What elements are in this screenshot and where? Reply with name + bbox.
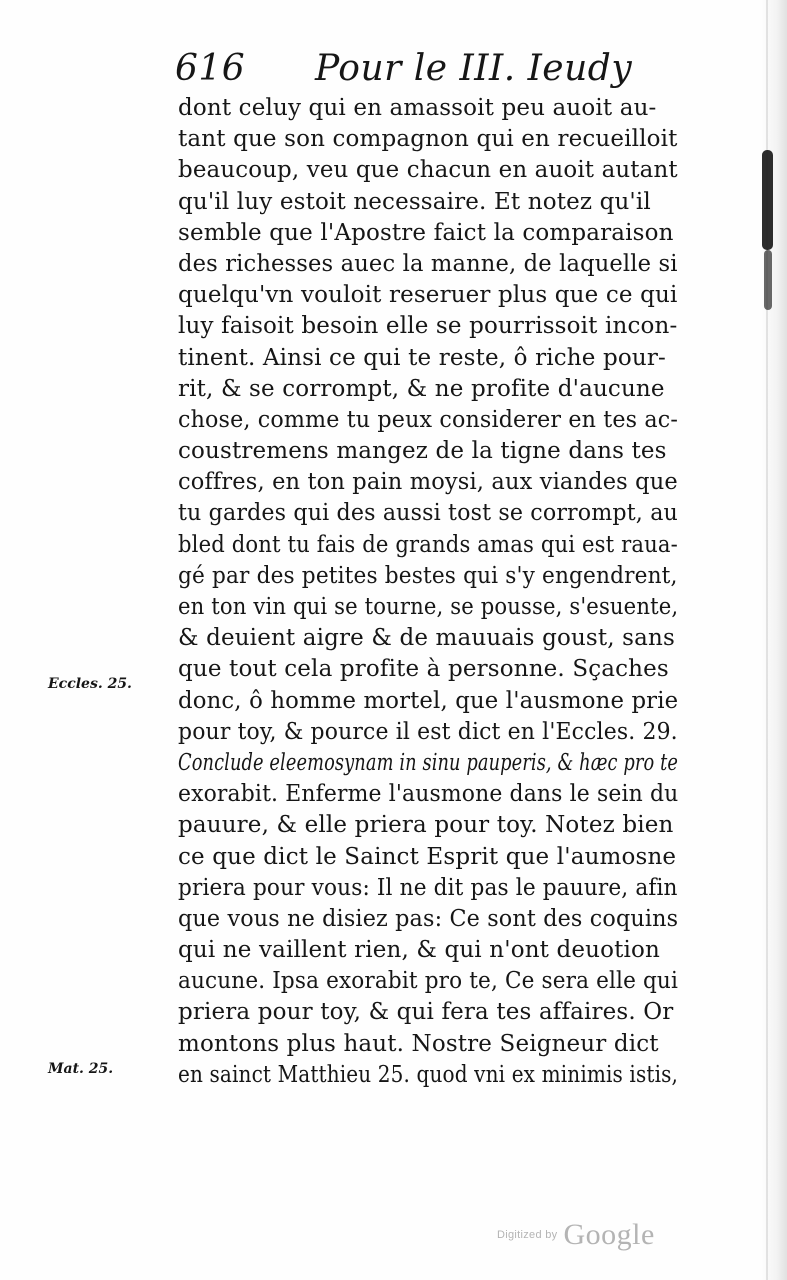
watermark-brand: Google [563,1218,655,1251]
text-line: pour toy, & pource il est dict en l'Eccles. 29. [178,718,678,745]
text-line: que vous ne disiez pas: Ce sont des coquins [178,905,679,932]
text-line: priera pour vous: Il ne dit pas le pauure, afin [178,874,678,901]
text-line: coustremens mangez de la tigne dans tes [178,438,667,465]
running-head [175,47,675,91]
page-title: Pour le III. Ieudy [315,48,633,89]
page-number: 616 [175,48,246,89]
text-line: aucune. Ipsa exorabit pro te, Ce sera elle qui [178,968,679,995]
text-line: gé par des petites bestes qui s'y engendrent, [178,562,678,589]
text-line: en sainct Matthieu 25. quod vni ex minimis istis, [178,1061,679,1088]
text-line: dont celuy qui en amassoit peu auoit au- [178,95,657,121]
text-line: bled dont tu fais de grands amas qui est raua- [178,531,678,558]
text-line: Conclude eleemosynam in sinu pauperis, & hæc pro te [178,749,678,776]
text-line: luy faisoit besoin elle se pourrissoit incon- [178,313,678,340]
text-line: en ton vin qui se tourne, se pousse, s'esuente, [178,594,679,620]
watermark-prefix: Digitized by [497,1229,558,1241]
text-line: semble que l'Apostre faict la comparaison [178,219,674,246]
text-line: donc, ô homme mortel, que l'ausmone prie [178,687,679,714]
margin-note-eccles: Eccles. 25. [48,676,132,692]
text-line: tinent. Ainsi ce qui te reste, ô riche pour- [178,344,666,371]
ink-bleed-mark [762,150,773,250]
text-line: qui ne vaillent rien, & qui n'ont deuotion [178,937,660,964]
text-line: montons plus haut. Nostre Seigneur dict [178,1030,659,1057]
text-line: pauure, & elle priera pour toy. Notez bien [178,812,674,839]
text-line: qu'il luy estoit necessaire. Et notez qu'il [178,188,651,215]
text-line: coffres, en ton pain moysi, aux viandes que [178,469,678,496]
text-line: quelqu'vn vouloit reseruer plus que ce qui [178,282,678,309]
text-line: ce que dict le Sainct Esprit que l'aumosne [178,843,677,870]
ink-bleed-mark-faint [764,250,772,310]
body-text [178,93,678,1091]
text-line: des richesses auec la manne, de laquelle si [178,250,678,277]
text-line: exorabit. Enferme l'ausmone dans le sein du [178,781,679,808]
text-line: chose, comme tu peux considerer en tes ac- [178,406,678,433]
text-line: que tout cela profite à personne. Sçaches [178,656,669,683]
margin-note-matthew: Mat. 25. [48,1061,114,1077]
text-line: priera pour toy, & qui fera tes affaires. Or [178,999,674,1026]
google-watermark [497,1218,655,1254]
text-line: rit, & se corrompt, & ne profite d'aucune [178,375,665,402]
text-line: beaucoup, veu que chacun en auoit autant [178,157,678,184]
text-line: tant que son compagnon qui en recueilloit [178,126,678,153]
text-line: tu gardes qui des aussi tost se corrompt, au [178,500,678,527]
text-line: & deuient aigre & de mauuais goust, sans [178,625,675,652]
